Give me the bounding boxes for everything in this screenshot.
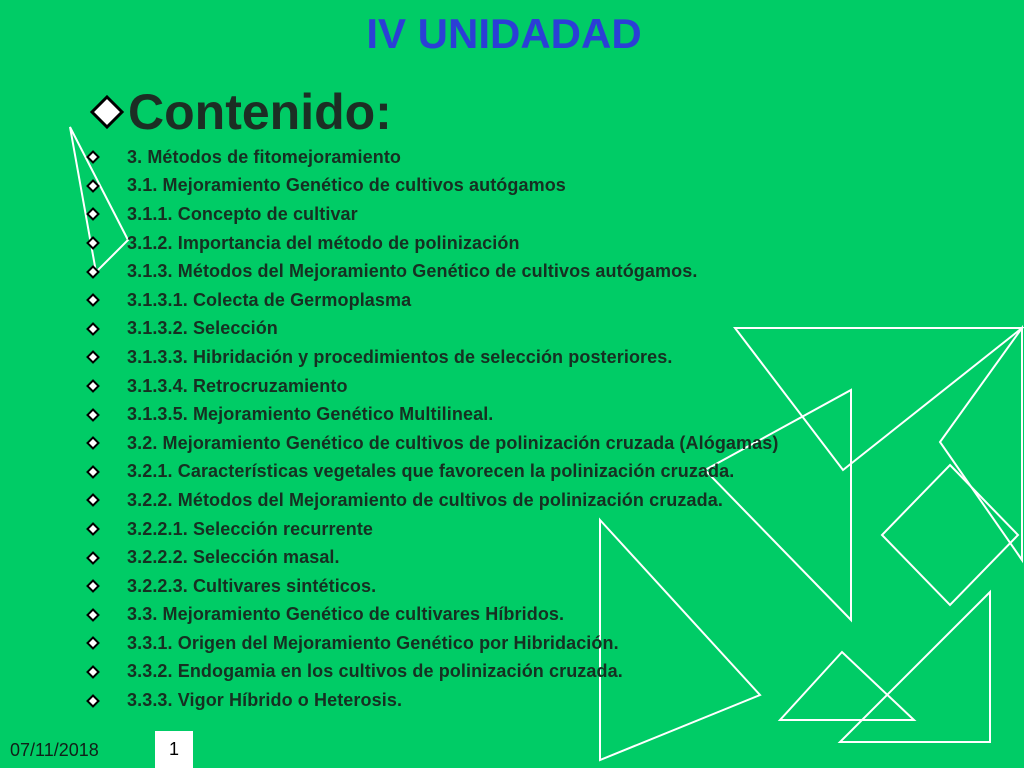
list-item-text: 3.1. Mejoramiento Genético de cultivos autógamos bbox=[127, 175, 566, 196]
list-item bbox=[86, 400, 986, 429]
list-item-text: 3.3.2. Endogamia en los cultivos de polinización cruzada. bbox=[127, 661, 623, 682]
slide-title: IV UNIDADAD bbox=[366, 10, 642, 57]
content-heading: Contenido: bbox=[128, 84, 392, 140]
list-item-text: 3.2.1. Características vegetales que favorecen la polinización cruzada. bbox=[127, 461, 735, 482]
diamond-bullet-icon bbox=[86, 493, 100, 507]
diamond-bullet-icon bbox=[86, 379, 100, 393]
diamond-bullet-icon bbox=[86, 636, 100, 650]
list-item-text: 3.1.3.3. Hibridación y procedimientos de selección posteriores. bbox=[127, 346, 673, 367]
list-item-text: 3.1.2. Importancia del método de polinización bbox=[127, 232, 520, 253]
diamond-bullet-icon bbox=[86, 608, 100, 622]
list-item bbox=[86, 343, 986, 372]
list-item-text: 3.3. Mejoramiento Genético de cultivares Híbridos. bbox=[127, 604, 565, 625]
diamond-bullet-icon bbox=[88, 93, 126, 131]
list-item bbox=[86, 572, 986, 601]
list-item bbox=[86, 486, 986, 515]
diamond-bullet-icon bbox=[86, 207, 100, 221]
list-item bbox=[86, 629, 986, 658]
diamond-bullet-icon bbox=[86, 322, 100, 336]
list-item bbox=[86, 686, 986, 715]
diamond-bullet-icon bbox=[86, 408, 100, 422]
list-item bbox=[86, 200, 986, 229]
diamond-bullet-icon bbox=[86, 293, 100, 307]
list-item-text: 3.2. Mejoramiento Genético de cultivos de polinización cruzada (Alógamas) bbox=[127, 432, 779, 453]
diamond-bullet-icon bbox=[86, 350, 100, 364]
list-item bbox=[86, 601, 986, 630]
list-item bbox=[86, 372, 986, 401]
list-item bbox=[86, 229, 986, 258]
diamond-bullet-icon bbox=[86, 465, 100, 479]
list-item bbox=[86, 515, 986, 544]
list-item bbox=[86, 286, 986, 315]
heading-row bbox=[88, 80, 392, 144]
list-item bbox=[86, 429, 986, 458]
list-item-text: 3.2.2.2. Selección masal. bbox=[127, 547, 340, 568]
diamond-bullet-icon bbox=[86, 236, 100, 250]
list-item bbox=[86, 172, 986, 201]
diamond-bullet-icon bbox=[86, 179, 100, 193]
diamond-bullet-icon bbox=[86, 265, 100, 279]
list-item bbox=[86, 543, 986, 572]
list-item-text: 3.2.2.1. Selección recurrente bbox=[127, 518, 374, 539]
list-item-text: 3.1.3.1. Colecta de Germoplasma bbox=[127, 289, 412, 310]
list-item-text: 3.1.3.4. Retrocruzamiento bbox=[127, 375, 348, 396]
list-item bbox=[86, 257, 986, 286]
list-item bbox=[86, 658, 986, 687]
list-item-text: 3.1.3.2. Selección bbox=[127, 318, 278, 339]
list-item bbox=[86, 458, 986, 487]
diamond-bullet-icon bbox=[86, 694, 100, 708]
slide-number: 1 bbox=[155, 731, 193, 768]
diamond-bullet-icon bbox=[86, 551, 100, 565]
list-item-text: 3.3.1. Origen del Mejoramiento Genético por Hibridación. bbox=[127, 632, 619, 653]
diamond-bullet-icon bbox=[86, 150, 100, 164]
list-item bbox=[86, 143, 986, 172]
content-list bbox=[86, 143, 986, 715]
list-item-text: 3.3.3. Vigor Híbrido o Heterosis. bbox=[127, 690, 403, 711]
list-item bbox=[86, 315, 986, 344]
list-item-text: 3.1.3. Métodos del Mejoramiento Genético de cultivos autógamos. bbox=[127, 261, 698, 282]
diamond-bullet-icon bbox=[86, 665, 100, 679]
list-item-text: 3.2.2.3. Cultivares sintéticos. bbox=[127, 575, 377, 596]
diamond-bullet-icon bbox=[86, 579, 100, 593]
footer-date: 07/11/2018 bbox=[10, 740, 99, 760]
list-item-text: 3.2.2. Métodos del Mejoramiento de cultivos de polinización cruzada. bbox=[127, 489, 723, 510]
diamond-bullet-icon bbox=[86, 436, 100, 450]
diamond-bullet-icon bbox=[86, 522, 100, 536]
list-item-text: 3.1.3.5. Mejoramiento Genético Multilineal. bbox=[127, 404, 494, 425]
list-item-text: 3. Métodos de fitomejoramiento bbox=[127, 146, 402, 167]
list-item-text: 3.1.1. Concepto de cultivar bbox=[127, 203, 358, 224]
